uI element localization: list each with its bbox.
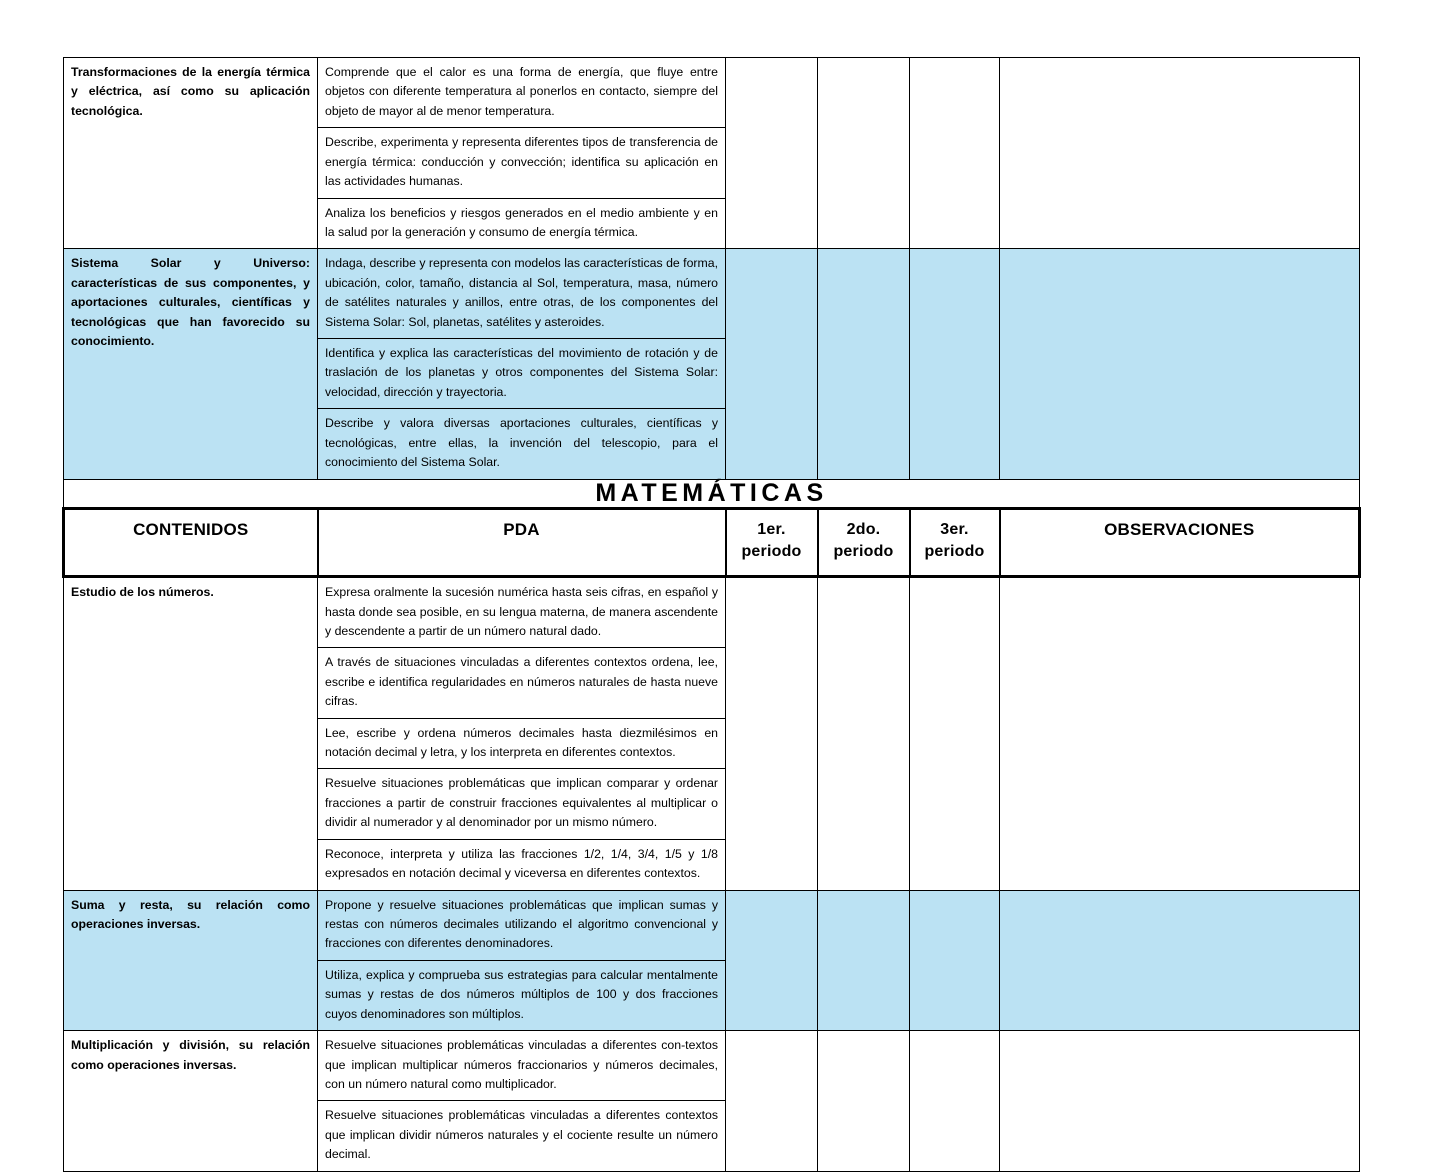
contenido-cell	[64, 577, 318, 890]
observaciones-cell[interactable]	[1000, 890, 1360, 1031]
periodo2-cell[interactable]	[818, 58, 910, 249]
periodo1-cell[interactable]	[726, 1031, 818, 1172]
contenido-cell	[64, 249, 318, 479]
header-periodo-1-line1: 1er.	[757, 521, 786, 539]
observaciones-cell[interactable]	[1000, 1031, 1360, 1172]
pda-cell	[318, 409, 726, 479]
pda-text: Propone y resuelve situaciones problemáticas que implican sumas y restas con números decimales utilizando el algoritmo convencional y fracciones con diferentes denominadores.	[325, 897, 718, 951]
header-periodo-3-line1: 3er.	[940, 521, 969, 539]
observaciones-cell[interactable]	[1000, 577, 1360, 890]
pda-text: Analiza los beneficios y riesgos generados en el medio ambiente y en la salud por la generación y consumo de energía térmica.	[325, 205, 718, 239]
periodo3-cell[interactable]	[910, 58, 1000, 249]
contenido-cell	[64, 58, 318, 249]
header-periodo-2-line1: 2do.	[846, 521, 881, 539]
table-row	[64, 58, 1360, 128]
pda-text: Resuelve situaciones problemáticas vinculadas a diferentes contextos que implican dividir números naturales y el cociente resulte un número decimal.	[325, 1108, 718, 1162]
pda-cell	[318, 960, 726, 1030]
periodo2-cell[interactable]	[818, 249, 910, 479]
pda-cell	[318, 769, 726, 839]
observaciones-cell[interactable]	[1000, 58, 1360, 249]
table-row	[64, 577, 1360, 648]
contenido-cell	[64, 890, 318, 1031]
periodo2-cell[interactable]	[818, 577, 910, 890]
pda-cell	[318, 339, 726, 409]
periodo3-cell[interactable]	[910, 890, 1000, 1031]
header-periodo-2	[818, 509, 910, 577]
pda-text: Resuelve situaciones problemáticas que implican comparar y ordenar fracciones a partir de construir fracciones equivalentes al multiplicar o dividir al numerador y al denominador por un mismo número.	[325, 776, 718, 830]
pda-cell	[318, 1101, 726, 1171]
pda-text: Resuelve situaciones problemáticas vinculadas a diferentes con-textos que implican multiplicar números fraccionarios y números decimales, con un número natural como multiplicador.	[325, 1038, 718, 1091]
table-row	[64, 1031, 1360, 1101]
periodo3-cell[interactable]	[910, 1031, 1000, 1172]
pda-cell	[318, 890, 726, 960]
subject-banner	[64, 479, 1360, 509]
science-table-body	[64, 58, 1360, 1172]
pda-text: Expresa oralmente la sucesión numérica hasta seis cifras, en español y hasta donde sea posible, en su lengua materna, de manera ascendente y descendente a partir de un número natural dado.	[325, 585, 718, 638]
periodo1-cell[interactable]	[726, 58, 818, 249]
pda-cell	[318, 648, 726, 718]
header-observaciones-label: OBSERVACIONES	[1104, 520, 1255, 540]
contenido-cell	[64, 1031, 318, 1172]
pda-text: A través de situaciones vinculadas a diferentes contextos ordena, lee, escribe e identifica regularidades en números naturales de hasta nueve cifras.	[325, 655, 718, 709]
pda-cell	[318, 718, 726, 769]
pda-text: Describe, experimenta y representa diferentes tipos de transferencia de energía térmica: conducción y convección; identifica su aplicación en las actividades humanas.	[325, 135, 718, 189]
contenido-text: Estudio de los números.	[71, 585, 214, 600]
periodo3-cell[interactable]	[910, 249, 1000, 479]
math-header-row	[64, 509, 1360, 577]
periodo3-cell[interactable]	[910, 577, 1000, 890]
header-periodo-3	[910, 509, 1000, 577]
header-periodo-1-line2: periodo	[741, 542, 802, 560]
curriculum-sheet	[62, 57, 1358, 1172]
contenido-text: Suma y resta, su relación como operaciones inversas.	[71, 897, 310, 931]
pda-text: Utiliza, explica y comprueba sus estrategias para calcular mentalmente sumas y restas de dos números múltiplos de 100 y dos fracciones cuyos denominadores son múltiplos.	[325, 967, 718, 1021]
subject-title: MATEMÁTICAS	[595, 478, 828, 507]
pda-cell	[318, 58, 726, 128]
pda-text: Describe y valora diversas aportaciones culturales, científicas y tecnológicas, entre ellas, la invención del telescopio, para el conocimiento del Sistema Solar.	[325, 416, 718, 470]
pda-cell	[318, 1031, 726, 1101]
periodo1-cell[interactable]	[726, 249, 818, 479]
observaciones-cell[interactable]	[1000, 249, 1360, 479]
header-pda-label: PDA	[503, 520, 540, 540]
header-pda	[318, 509, 726, 577]
pda-cell	[318, 128, 726, 198]
pda-cell	[318, 577, 726, 648]
pda-text: Reconoce, interpreta y utiliza las fracciones 1/2, 1/4, 3/4, 1/5 y 1/8 expresados en notación decimal y viceversa en diferentes contextos.	[325, 846, 718, 881]
periodo2-cell[interactable]	[818, 1031, 910, 1172]
table-row	[64, 249, 1360, 339]
pda-text: Lee, escribe y ordena números decimales hasta diezmilésimos en notación decimal y letra, y los interpreta en diferentes contextos.	[325, 725, 718, 760]
pda-cell	[318, 249, 726, 339]
header-contenidos	[64, 509, 318, 577]
header-contenidos-label: CONTENIDOS	[133, 520, 249, 540]
subject-banner-row	[64, 479, 1360, 509]
header-observaciones	[1000, 509, 1360, 577]
contenido-text: Multiplicación y división, su relación como operaciones inversas.	[71, 1038, 310, 1072]
pda-text: Indaga, describe y representa con modelos las características de forma, ubicación, color, tamaño, distancia al Sol, temperatura, masa, número de satélites naturales y anillos, entre otras, de los componentes del Sistema Solar: Sol, planetas, satélites y asteroides.	[325, 256, 719, 329]
header-periodo-2-line2: periodo	[833, 542, 894, 560]
contenido-text: Transformaciones de la energía térmica y eléctrica, así como su aplicación tecnológica.	[71, 65, 310, 118]
table-row	[64, 890, 1360, 960]
pda-cell	[318, 198, 726, 249]
pda-cell	[318, 839, 726, 890]
science-table	[62, 57, 1361, 1172]
periodo1-cell[interactable]	[726, 577, 818, 890]
periodo1-cell[interactable]	[726, 890, 818, 1031]
header-periodo-3-line2: periodo	[924, 542, 985, 560]
contenido-text: Sistema Solar y Universo: características de sus componentes, y aportaciones culturales, científicas y tecnológicas que han favorecido su conocimiento.	[71, 256, 310, 349]
pda-text: Identifica y explica las características del movimiento de rotación y de traslación de los planetas y otros componentes del Sistema Solar: velocidad, dirección y trayectoria.	[325, 346, 718, 399]
header-periodo-1	[726, 509, 818, 577]
pda-text: Comprende que el calor es una forma de energía, que fluye entre objetos con diferente temperatura al ponerlos en contacto, siempre del objeto de mayor al de menor temperatura.	[325, 65, 718, 118]
periodo2-cell[interactable]	[818, 890, 910, 1031]
